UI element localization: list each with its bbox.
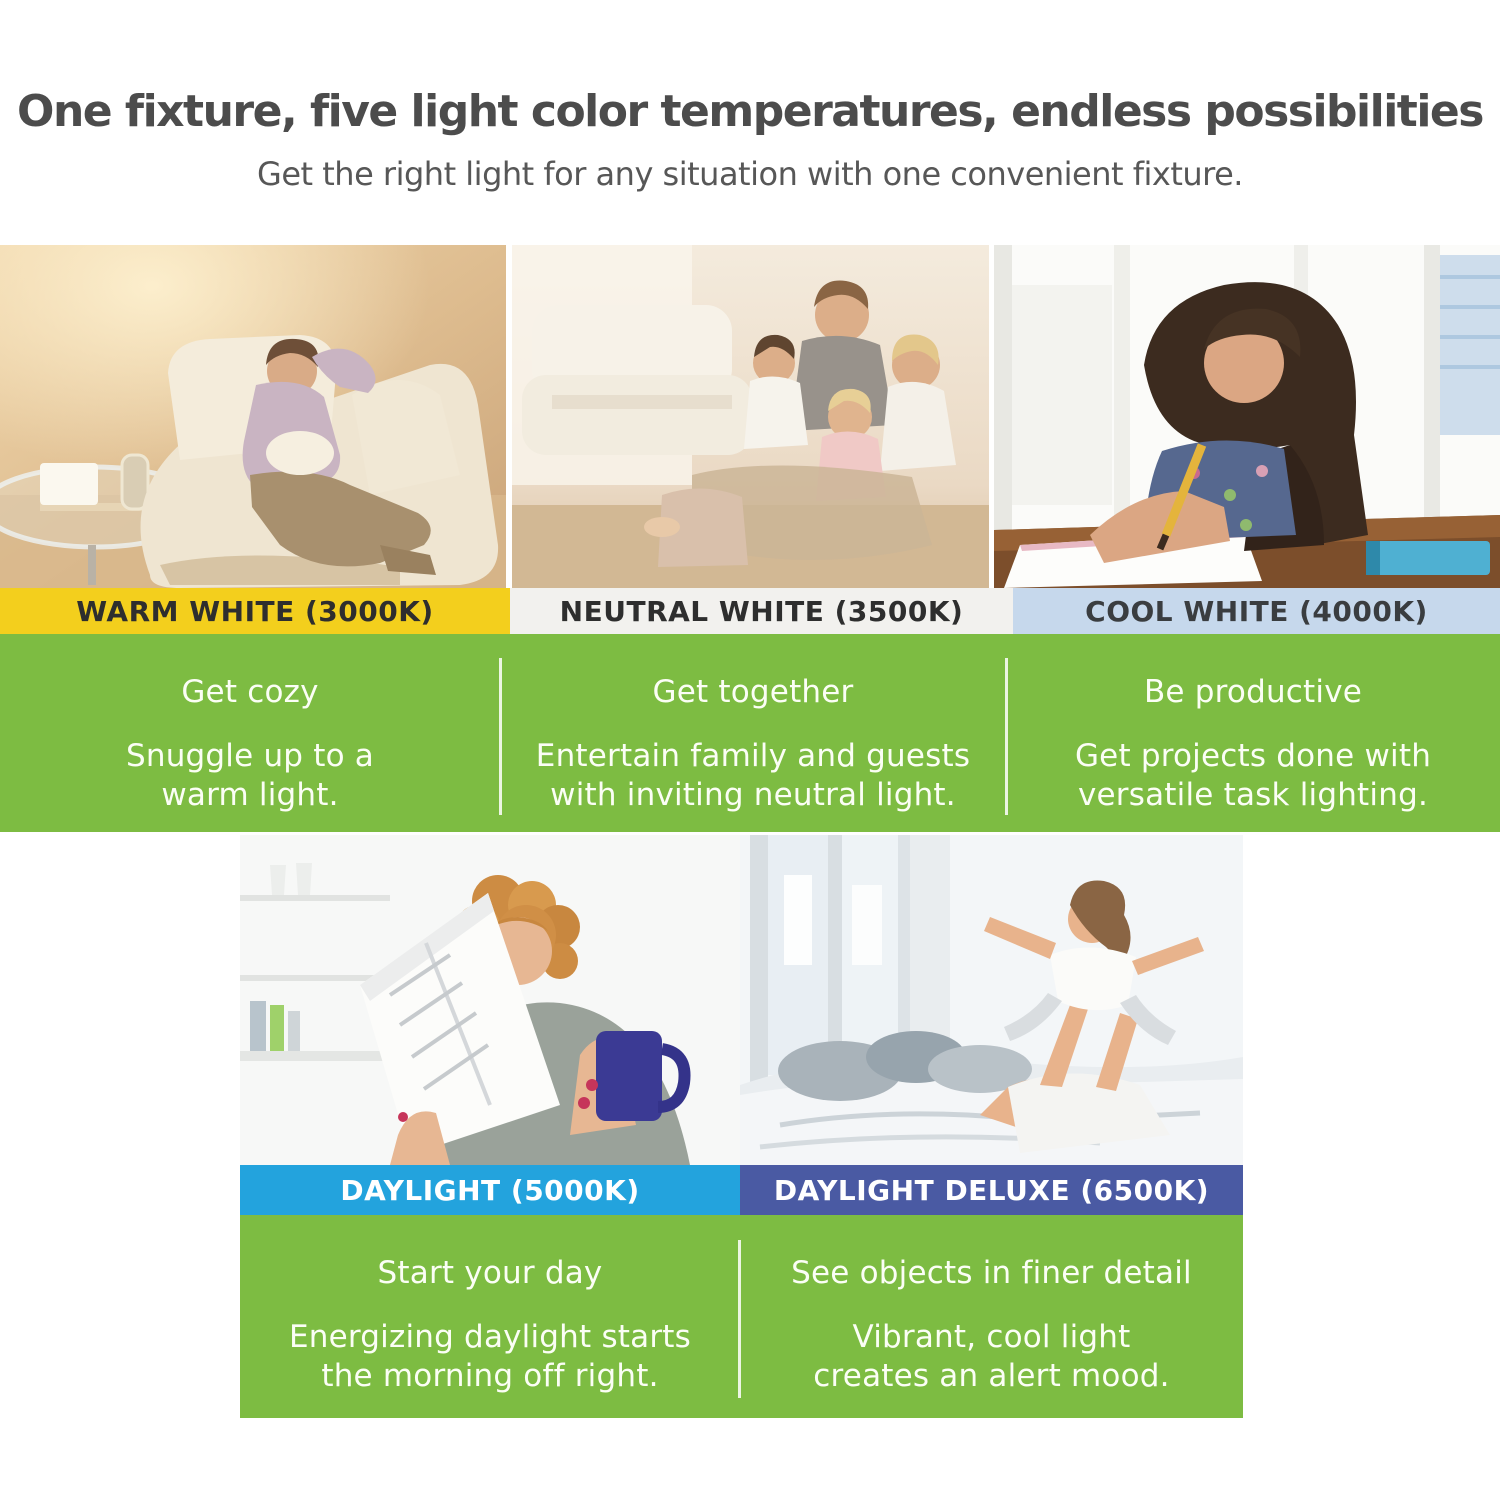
page-title: One fixture, five light color temperatures, endless possibilities (17, 86, 1483, 137)
benefit-body-together: Entertain family and guests with inviting neutral light. (535, 738, 971, 814)
benefit-warm-white (0, 634, 500, 832)
label-bar-daylight-deluxe (740, 1165, 1243, 1215)
benefit-heading-start: Start your day (377, 1255, 603, 1291)
label-warm-white: WARM WHITE (3000K) (76, 594, 434, 628)
label-daylight-deluxe: DAYLIGHT DELUXE (6500K) (773, 1173, 1210, 1207)
page-subtitle: Get the right light for any situation with one convenient fixture. (257, 155, 1243, 193)
benefit-heading-cozy: Get cozy (181, 674, 319, 710)
benefits-panel-top (0, 634, 1500, 832)
photo-warm-white-scene (0, 245, 506, 588)
benefit-heading-productive: Be productive (1143, 674, 1363, 710)
label-bar-cool-white (1013, 588, 1500, 634)
benefit-body-productive: Get projects done with versatile task lighting. (1074, 738, 1432, 814)
label-bar-daylight (240, 1165, 740, 1215)
benefit-cool-white (1006, 634, 1500, 832)
benefit-heading-together: Get together (652, 674, 854, 710)
label-daylight: DAYLIGHT (5000K) (340, 1173, 640, 1207)
benefit-daylight-deluxe (740, 1215, 1243, 1418)
benefit-heading-detail: See objects in finer detail (791, 1255, 1192, 1291)
family-together-illustration (512, 245, 989, 588)
photo-cool-white-scene (994, 245, 1500, 588)
benefit-body-cozy: Snuggle up to a warm light. (125, 738, 375, 814)
benefits-panel-bottom (240, 1215, 1243, 1418)
label-bar-warm-white (0, 588, 510, 634)
benefit-body-detail: Vibrant, cool light creates an alert mood. (813, 1319, 1170, 1395)
photo-daylight-scene (240, 835, 740, 1165)
label-neutral-white: NEUTRAL WHITE (3500K) (559, 594, 964, 628)
warm-relaxing-illustration (0, 245, 506, 588)
woman-reading-newspaper-illustration (240, 835, 740, 1165)
photo-daylight-deluxe-scene (740, 835, 1243, 1165)
benefit-body-start: Energizing daylight starts the morning off right. (289, 1319, 691, 1395)
girl-studying-illustration (994, 245, 1500, 588)
benefit-daylight (240, 1215, 740, 1418)
parent-lifting-child-illustration (740, 835, 1243, 1165)
label-cool-white: COOL WHITE (4000K) (1085, 594, 1428, 628)
photo-neutral-white-scene (512, 245, 989, 588)
benefit-neutral-white (500, 634, 1006, 832)
label-bar-neutral-white (510, 588, 1013, 634)
